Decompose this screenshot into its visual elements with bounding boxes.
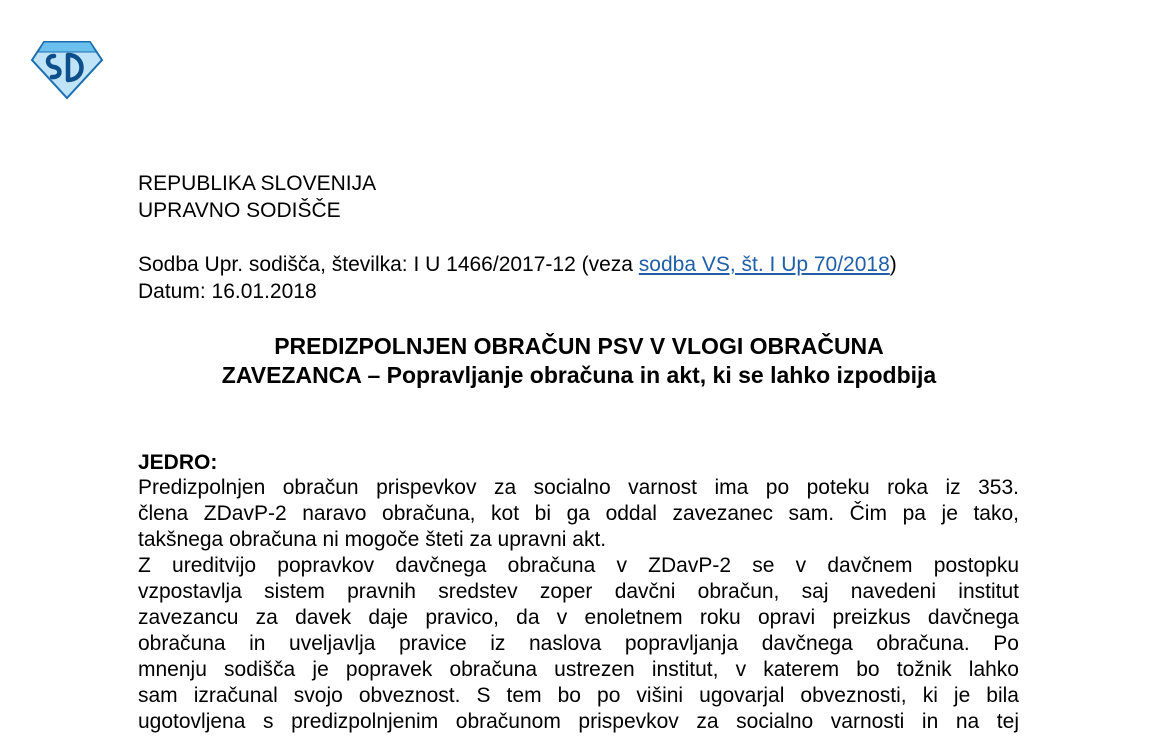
paragraph-line: zavezancu za davek daje pravico, da v enoletnem roku opravi preizkus davčnega bbox=[138, 606, 1019, 629]
court-name: UPRAVNO SODIŠČE bbox=[138, 199, 341, 222]
court-header bbox=[138, 170, 376, 224]
case-number-suffix: ) bbox=[889, 253, 897, 276]
paragraph-line: takšnega obračuna ni mogoče šteti za upravni akt. bbox=[138, 528, 607, 551]
paragraph-line: Predizpolnjen obračun prispevkov za socialno varnost ima po poteku roka iz 353. bbox=[138, 476, 1019, 499]
case-number-line bbox=[138, 251, 897, 278]
paragraph-line: mnenju sodišča je popravek obračuna ustrezen institut, v katerem bo tožnik lahko bbox=[138, 658, 1019, 681]
paragraph-line: člena ZDavP-2 naravo obračuna, kot bi ga oddal zavezanec sam. Čim pa je tako, bbox=[138, 502, 1019, 525]
paragraph-line: obračuna in uveljavlja pravice iz naslova popravljanja davčnega obračuna. Po bbox=[138, 632, 1019, 655]
summary-paragraph-2 bbox=[138, 553, 1019, 735]
paragraph-line: vzpostavlja sistem pravnih sredstev zoper davčni obračun, saj navedeni institut bbox=[138, 580, 1019, 603]
case-number-text: Sodba Upr. sodišča, številka: I U 1466/2017-12 (veza bbox=[138, 253, 639, 276]
judgment-date: Datum: 16.01.2018 bbox=[138, 280, 317, 303]
paragraph-line: sam izračunal svojo obveznost. S tem bo po višini ugovarjal obveznosti, ki je bila bbox=[138, 684, 1019, 707]
title-line-2: ZAVEZANCA – Popravljanje obračuna in akt, ki se lahko izpodbija bbox=[221, 362, 937, 388]
paragraph-line: Z ureditvijo popravkov davčnega obračuna v ZDavP-2 se v davčnem postopku bbox=[138, 554, 1019, 577]
case-reference bbox=[138, 251, 897, 305]
summary-paragraph-1 bbox=[138, 475, 1019, 553]
shield-icon bbox=[30, 40, 104, 100]
document-title bbox=[100, 332, 1058, 390]
title-line-1: PREDIZPOLNJEN OBRAČUN PSV V VLOGI OBRAČUNA bbox=[274, 333, 884, 359]
court-logo bbox=[30, 40, 104, 100]
section-heading: JEDRO: bbox=[138, 451, 218, 474]
related-judgment-link[interactable]: sodba VS, št. I Up 70/2018 bbox=[638, 253, 890, 276]
paragraph-line: ugotovljena s predizpolnjenim obračunom prispevkov za socialno varnosti in na tej bbox=[138, 710, 1019, 733]
country-name: REPUBLIKA SLOVENIJA bbox=[138, 172, 377, 195]
